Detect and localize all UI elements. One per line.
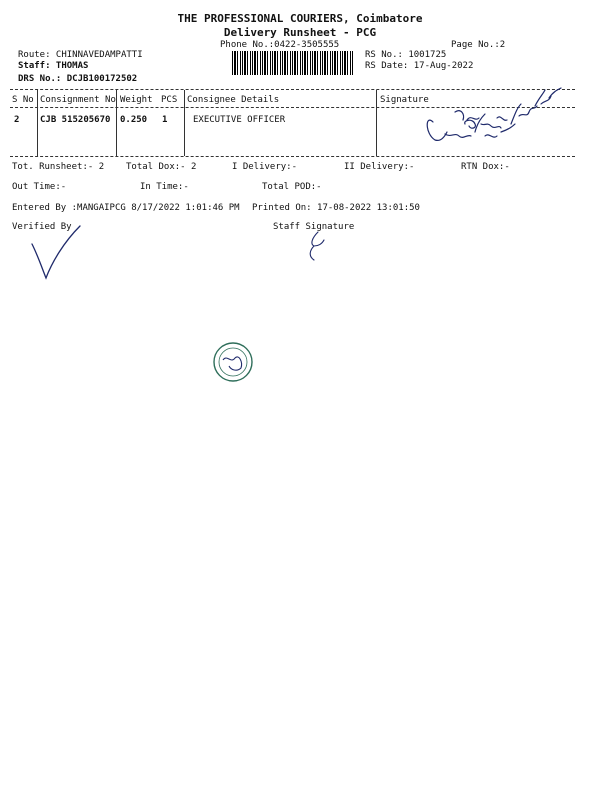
row-consignee: EXECUTIVE OFFICER: [193, 115, 286, 125]
receiver-handwritten-signature: [415, 84, 575, 154]
staff-name: Staff: THOMAS: [18, 61, 89, 71]
row-sno: 2: [14, 115, 20, 125]
col-header-consignee: Consignee Details: [187, 95, 280, 105]
staff-signature-label: Staff Signature: [273, 222, 355, 232]
route: Route: CHINNAVEDAMPATTI: [18, 50, 143, 60]
table-bottom-rule: [10, 156, 575, 157]
printed-on: Printed On: 17-08-2022 13:01:50: [252, 203, 420, 213]
col-header-weight: Weight: [120, 95, 153, 105]
total-pod: Total POD:-: [262, 182, 322, 192]
rs-date: RS Date: 17-Aug-2022: [365, 61, 474, 71]
ii-delivery: II Delivery:-: [344, 162, 415, 172]
col-divider: [116, 90, 117, 156]
company-name: THE PROFESSIONAL COURIERS, Coimbatore: [177, 12, 423, 25]
document-title: Delivery Runsheet - PCG: [223, 26, 377, 39]
in-time: In Time:-: [140, 182, 189, 192]
total-dox: Total Dox:- 2: [126, 162, 197, 172]
col-divider: [37, 90, 38, 156]
verified-by-label: Verified By: [12, 222, 72, 232]
page-number: Page No.:2: [451, 40, 506, 50]
col-divider: [184, 90, 185, 156]
col-header-signature: Signature: [380, 95, 429, 105]
rtn-dox: RTN Dox:-: [461, 162, 510, 172]
row-consignment-no: CJB 515205670: [40, 115, 111, 125]
out-time: Out Time:-: [12, 182, 67, 192]
staff-signature-mark: [300, 228, 340, 268]
entered-by: Entered By :MANGAIPCG 8/17/2022 1:01:46 PM: [12, 203, 240, 213]
round-stamp: [211, 340, 255, 384]
col-header-pcs: PCS: [161, 95, 178, 105]
verified-by-signature: [28, 222, 98, 282]
phone-number: Phone No.:0422-3505555: [220, 40, 340, 50]
rs-number: RS No.: 1001725: [365, 50, 447, 60]
drs-number: DRS No.: DCJB100172502: [18, 74, 138, 84]
col-divider: [376, 90, 377, 156]
col-header-consignment: Consignment No: [40, 95, 116, 105]
i-delivery: I Delivery:-: [232, 162, 298, 172]
barcode: [232, 51, 354, 75]
total-runsheet: Tot. Runsheet:- 2: [12, 162, 105, 172]
row-weight: 0.250: [120, 115, 148, 125]
row-pcs: 1: [162, 115, 168, 125]
col-header-sno: S No: [12, 95, 34, 105]
